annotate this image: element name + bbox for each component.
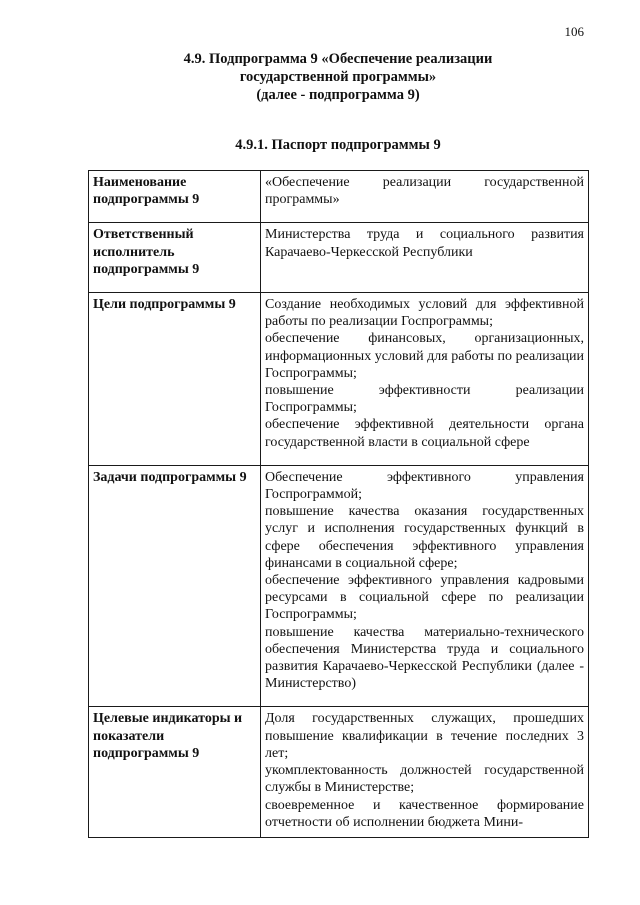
title-line: государственной программы» [239, 69, 437, 85]
table-row [89, 465, 589, 707]
value-line: повышение качества материально-технического обеспечения Министерства труда и социального развития Карачаево-Черкесской Республики (далее - Министерство) [265, 624, 584, 692]
value-line: обеспечение эффективного управления кадровыми ресурсами в социальной сфере по реализации Госпрограммы; [265, 573, 584, 623]
value-line: повышение эффективности реализации Госпрограммы; [265, 383, 584, 416]
table-row [89, 707, 589, 837]
value-line: обеспечение эффективной деятельности органа государственной власти в социальной сфере [265, 417, 584, 450]
value-line: Обеспечение эффективного управления Госпрограммой; [265, 469, 584, 503]
title-line: (далее - подпрограмма 9) [256, 87, 420, 103]
value-line: укомплектованность должностей государственной службы в Министерстве; [265, 763, 584, 796]
value-line: Доля государственных служащих, прошедших повышение квалификации в течение последних 3 лет; [265, 711, 584, 761]
value-line: повышение качества оказания государственных услуг и исполнения государственных функций в сфере обеспечения эффективного управления финансами в социальной сфере; [265, 504, 584, 571]
row-value [261, 293, 589, 466]
row-value [261, 465, 589, 707]
row-label: Цели подпрограммы 9 [89, 293, 261, 466]
passport-table [88, 170, 589, 838]
row-label: Задачи подпрограммы 9 [89, 465, 261, 707]
value-line: «Обеспечение реализации государственной программы» [265, 175, 584, 208]
value-line: Создание необходимых условий для эффективной работы по реализации Госпрограммы; [265, 297, 584, 330]
row-label: Наименование подпрограммы 9 [89, 171, 261, 223]
page-number: 106 [564, 24, 584, 39]
title-line: 4.9. Подпрограмма 9 «Обеспечение реализации [183, 51, 493, 67]
row-value [261, 707, 589, 837]
value-line: Министерства труда и социального развития Карачаево-Черкесской Республики [265, 227, 584, 260]
row-value [261, 223, 589, 293]
value-line: своевременное и качественное формирование отчетности об исполнении бюджета Мини- [265, 797, 584, 830]
value-line: обеспечение финансовых, организационных, информационных условий для работы по реализации Госпрограммы; [265, 331, 584, 381]
row-label: Целевые индикаторы и показатели подпрограммы 9 [89, 707, 261, 837]
section-heading: 4.9.1. Паспорт подпрограммы 9 [235, 137, 441, 153]
row-value [261, 171, 589, 223]
table-row [89, 171, 589, 223]
row-label: Ответственный исполнитель подпрограммы 9 [89, 223, 261, 293]
table-row [89, 293, 589, 466]
subprogram-title [88, 50, 588, 104]
table-row [89, 223, 589, 293]
